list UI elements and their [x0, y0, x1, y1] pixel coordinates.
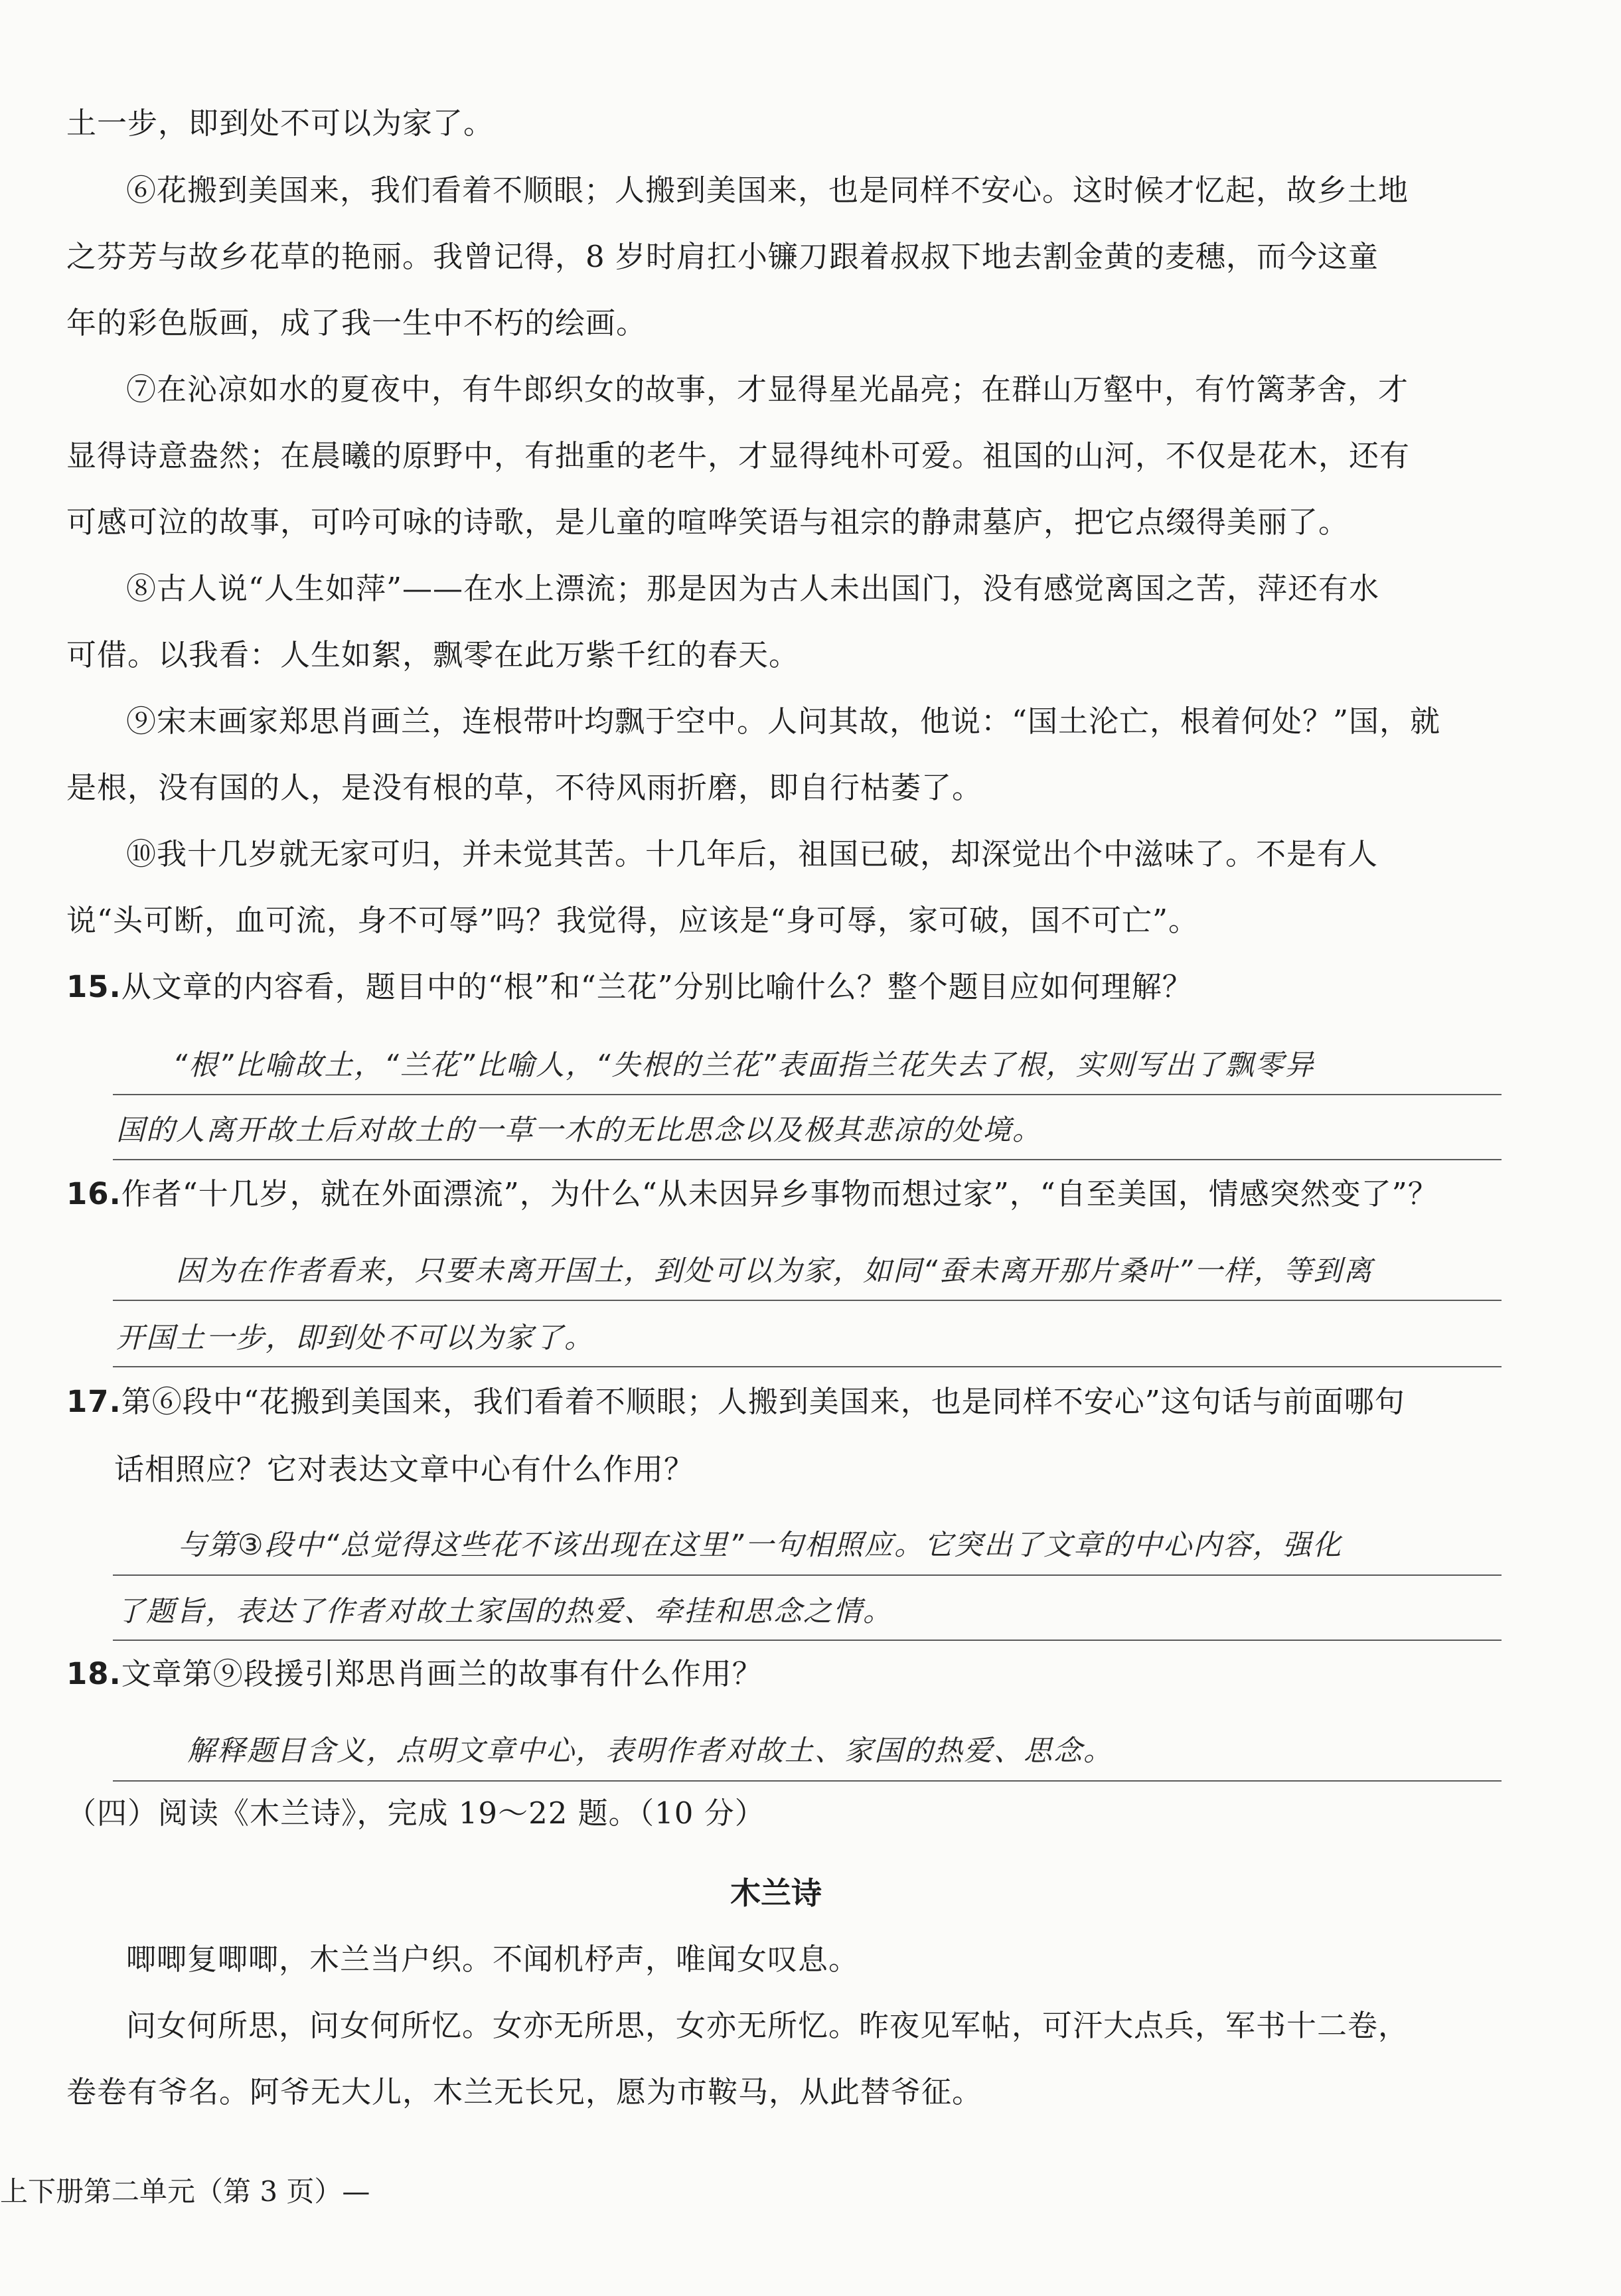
- answer-rule: [113, 1780, 1502, 1782]
- question-17-line-1: [66, 1382, 1405, 1422]
- answer-16-line-1: 因为在作者看来，只要未离开国土，到处可以为家，如同“蚕未离开那片桑叶”一样，等到离: [176, 1255, 1373, 1288]
- question-number: 16.: [66, 1176, 121, 1211]
- answer-15-line-2: 国的人离开故土后对故土的一草一木的无比思念以及极其悲凉的处境。: [116, 1114, 1042, 1147]
- question-number: 18.: [66, 1656, 121, 1691]
- question-18: [66, 1654, 763, 1694]
- paragraph-10-line-2: 说“头可断，血可流，身不可辱”吗？我觉得，应该是“身可辱，家可破，国不可亡”。: [66, 903, 1199, 938]
- question-number: 17.: [66, 1384, 121, 1419]
- paragraph-5-end: 土一步，即到处不可以为家了。: [66, 106, 495, 141]
- poem-title: 木兰诗: [730, 1875, 822, 1911]
- poem-line-2: 问女何所思，问女何所忆。女亦无所思，女亦无所忆。昨夜见军帖，可汗大点兵，军书十二卷，: [126, 2008, 1409, 2043]
- answer-rule: [113, 1574, 1502, 1576]
- paragraph-10-line-1: ⑩我十几岁就无家可归，并未觉其苦。十几年后，祖国已破，却深觉出个中滋味了。不是有人: [126, 836, 1379, 872]
- question-text: 从文章的内容看，题目中的“根”和“兰花”分别比喻什么？整个题目应如何理解？: [121, 969, 1193, 1004]
- question-16: [66, 1174, 1438, 1214]
- answer-18-line-1: 解释题目含义，点明文章中心，表明作者对故土、家国的热爱、思念。: [187, 1734, 1113, 1768]
- question-text: 文章第⑨段援引郑思肖画兰的故事有什么作用？: [121, 1656, 763, 1691]
- answer-rule: [113, 1300, 1502, 1301]
- answer-rule: [113, 1640, 1502, 1641]
- paragraph-6-line-3: 年的彩色版画，成了我一生中不朽的绘画。: [66, 305, 647, 341]
- section-heading: （四）阅读《木兰诗》，完成 19～22 题。（10 分）: [66, 1796, 765, 1831]
- paragraph-8-line-2: 可借。以我看：人生如絮，飘零在此万紫千红的春天。: [66, 637, 800, 672]
- page-footer: 上下册第二单元（第 3 页）—: [0, 2175, 370, 2208]
- paragraph-6-line-2: 之芬芳与故乡花草的艳丽。我曾记得，8 岁时肩扛小镰刀跟着叔叔下地去割金黄的麦穗，而今这童: [66, 239, 1379, 274]
- answer-rule: [113, 1094, 1502, 1095]
- answer-17-line-1: 与第③段中“总觉得这些花不该出现在这里”一句相照应。它突出了文章的中心内容，强化: [178, 1529, 1343, 1562]
- question-text: 第⑥段中“花搬到美国来，我们看着不顺眼；人搬到美国来，也是同样不安心”这句话与前面哪句: [121, 1384, 1405, 1419]
- paragraph-8-line-1: ⑧古人说“人生如萍”——在水上漂流；那是因为古人未出国门，没有感觉离国之苦，萍还有水: [126, 571, 1380, 606]
- question-17-line-2: 话相照应？它对表达文章中心有什么作用？: [114, 1452, 695, 1487]
- answer-17-line-2: 了题旨，表达了作者对故土家国的热爱、牵挂和思念之情。: [116, 1595, 893, 1628]
- paragraph-7-line-2: 显得诗意盎然；在晨曦的原野中，有拙重的老牛，才显得纯朴可爱。祖国的山河，不仅是花木，还有: [66, 438, 1411, 473]
- paragraph-9-line-2: 是根，没有国的人，是没有根的草，不待风雨折磨，即自行枯萎了。: [66, 770, 983, 805]
- paragraph-6-line-1: ⑥花搬到美国来，我们看着不顺眼；人搬到美国来，也是同样不安心。这时候才忆起，故乡土地: [126, 173, 1409, 208]
- paragraph-7-line-1: ⑦在沁凉如水的夏夜中，有牛郎织女的故事，才显得星光晶亮；在群山万壑中，有竹篱茅舍，才: [126, 372, 1409, 407]
- answer-15-line-1: “根”比喻故土，“兰花”比喻人，“失根的兰花”表面指兰花失去了根，实则写出了飘零异: [173, 1049, 1315, 1082]
- poem-line-3: 卷卷有爷名。阿爷无大儿，木兰无长兄，愿为市鞍马，从此替爷征。: [66, 2074, 983, 2109]
- answer-16-line-2: 开国土一步，即到处不可以为家了。: [116, 1322, 594, 1355]
- answer-rule: [113, 1159, 1502, 1160]
- poem-line-1: 唧唧复唧唧，木兰当户织。不闻机杼声，唯闻女叹息。: [126, 1942, 860, 1977]
- question-number: 15.: [66, 969, 121, 1004]
- question-15: [66, 967, 1193, 1007]
- answer-rule: [113, 1366, 1502, 1367]
- paragraph-7-line-3: 可感可泣的故事，可吟可咏的诗歌，是儿童的喧哗笑语与祖宗的静肃墓庐，把它点缀得美丽了。: [66, 504, 1350, 540]
- paragraph-9-line-1: ⑨宋末画家郑思肖画兰，连根带叶均飘于空中。人问其故，他说：“国土沦亡，根着何处？”国，就: [126, 704, 1441, 739]
- question-text: 作者“十几岁，就在外面漂流”，为什么“从未因异乡事物而想过家”，“自至美国，情感突然变了”？: [121, 1176, 1438, 1211]
